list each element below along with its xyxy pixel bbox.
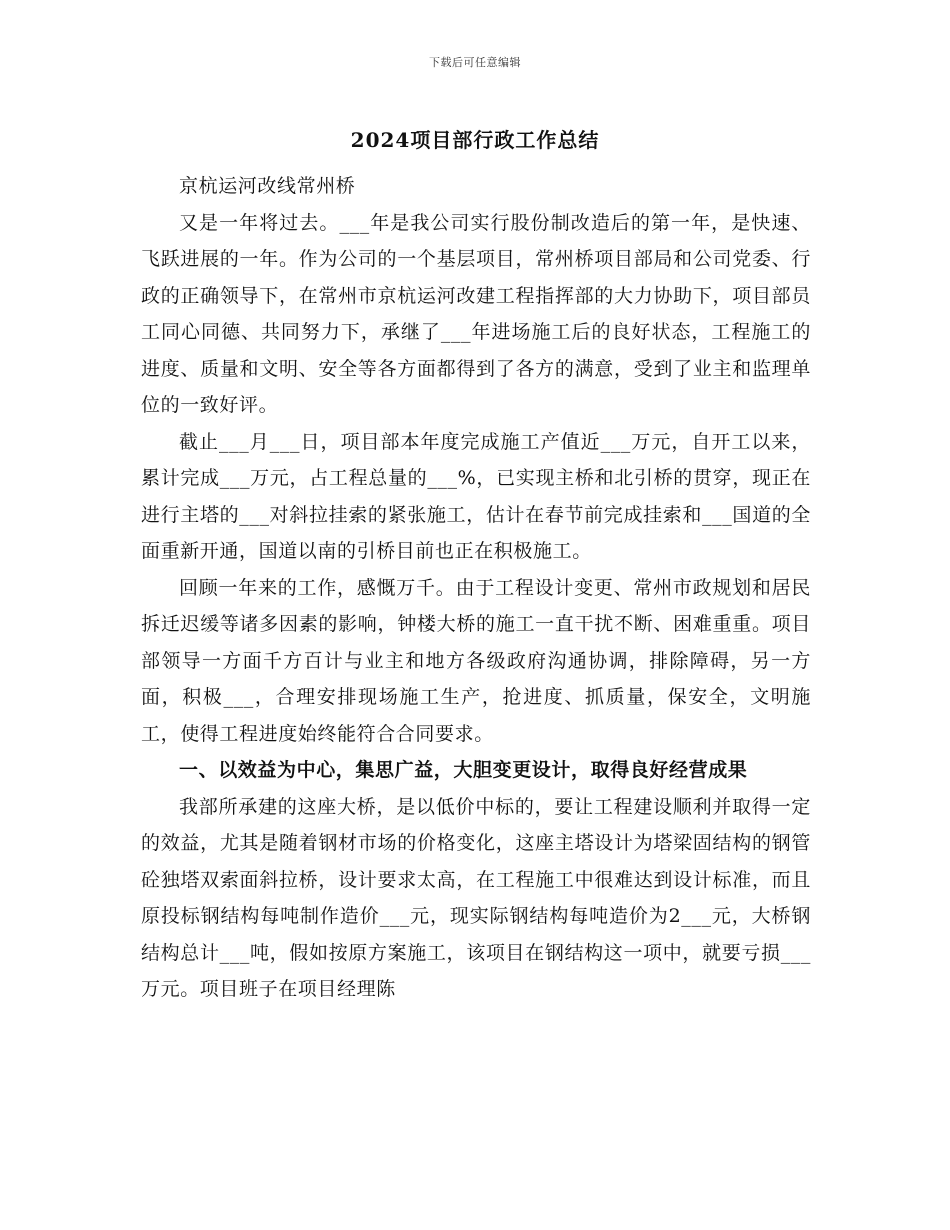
paragraph-subtitle: 京杭运河改线常州桥 <box>179 175 356 197</box>
document-title: 2024项目部行政工作总结 <box>350 128 600 152</box>
paragraph: 回顾一年来的工作，感慨万千。由于工程设计变更、常州市政规划和居民拆迁迟缓等诸多因素的影响，钟楼大桥的施工一直干扰不断、困难重重。项目部领导一方面千方百计与业主和地方各级政府沟通协调，排除障碍，另一方面，积极___，合理安排现场施工生产，抢进度、抓质量，保安全，文明施工，使得工程进度始终能符合合同要求。 <box>141 576 811 745</box>
paragraph: 我部所承建的这座大桥，是以低价中标的，要让工程建设顺利并取得一定的效益，尤其是随着钢材市场的价格变化，这座主塔设计为塔梁固结构的钢管砼独塔双索面斜拉桥，设计要求太高，在工程施工中很难达到设计标准，而且原投标钢结构每吨制作造价___元，现实际钢结构每吨造价为2___元，大桥钢结构总计___吨，假如按原方案施工，该项目在钢结构这一项中，就要亏损___万元。项目班子在项目经理陈 <box>141 795 811 1000</box>
document-body <box>141 168 811 1008</box>
section-heading: 一、以效益为中心，集思广益，大胆变更设计，取得良好经营成果 <box>179 759 748 781</box>
header-note: 下载后可任意编辑 <box>429 56 521 69</box>
paragraph: 截止___月___日，项目部本年度完成施工产值近___万元，自开工以来，累计完成___万元，占工程总量的___%，已实现主桥和北引桥的贯穿，现正在进行主塔的___对斜拉挂索的紧张施工，估计在春节前完成挂索和___国道的全面重新开通，国道以南的引桥目前也正在积极施工。 <box>141 430 811 562</box>
paragraph: 又是一年将过去。___年是我公司实行股份制改造后的第一年，是快速、飞跃进展的一年。作为公司的一个基层项目，常州桥项目部局和公司党委、行政的正确领导下，在常州市京杭运河改建工程指挥部的大力协助下，项目部员工同心同德、共同努力下，承继了___年进场施工后的良好状态，工程施工的进度、质量和文明、安全等各方面都得到了各方的满意，受到了业主和监理单位的一致好评。 <box>141 211 811 416</box>
